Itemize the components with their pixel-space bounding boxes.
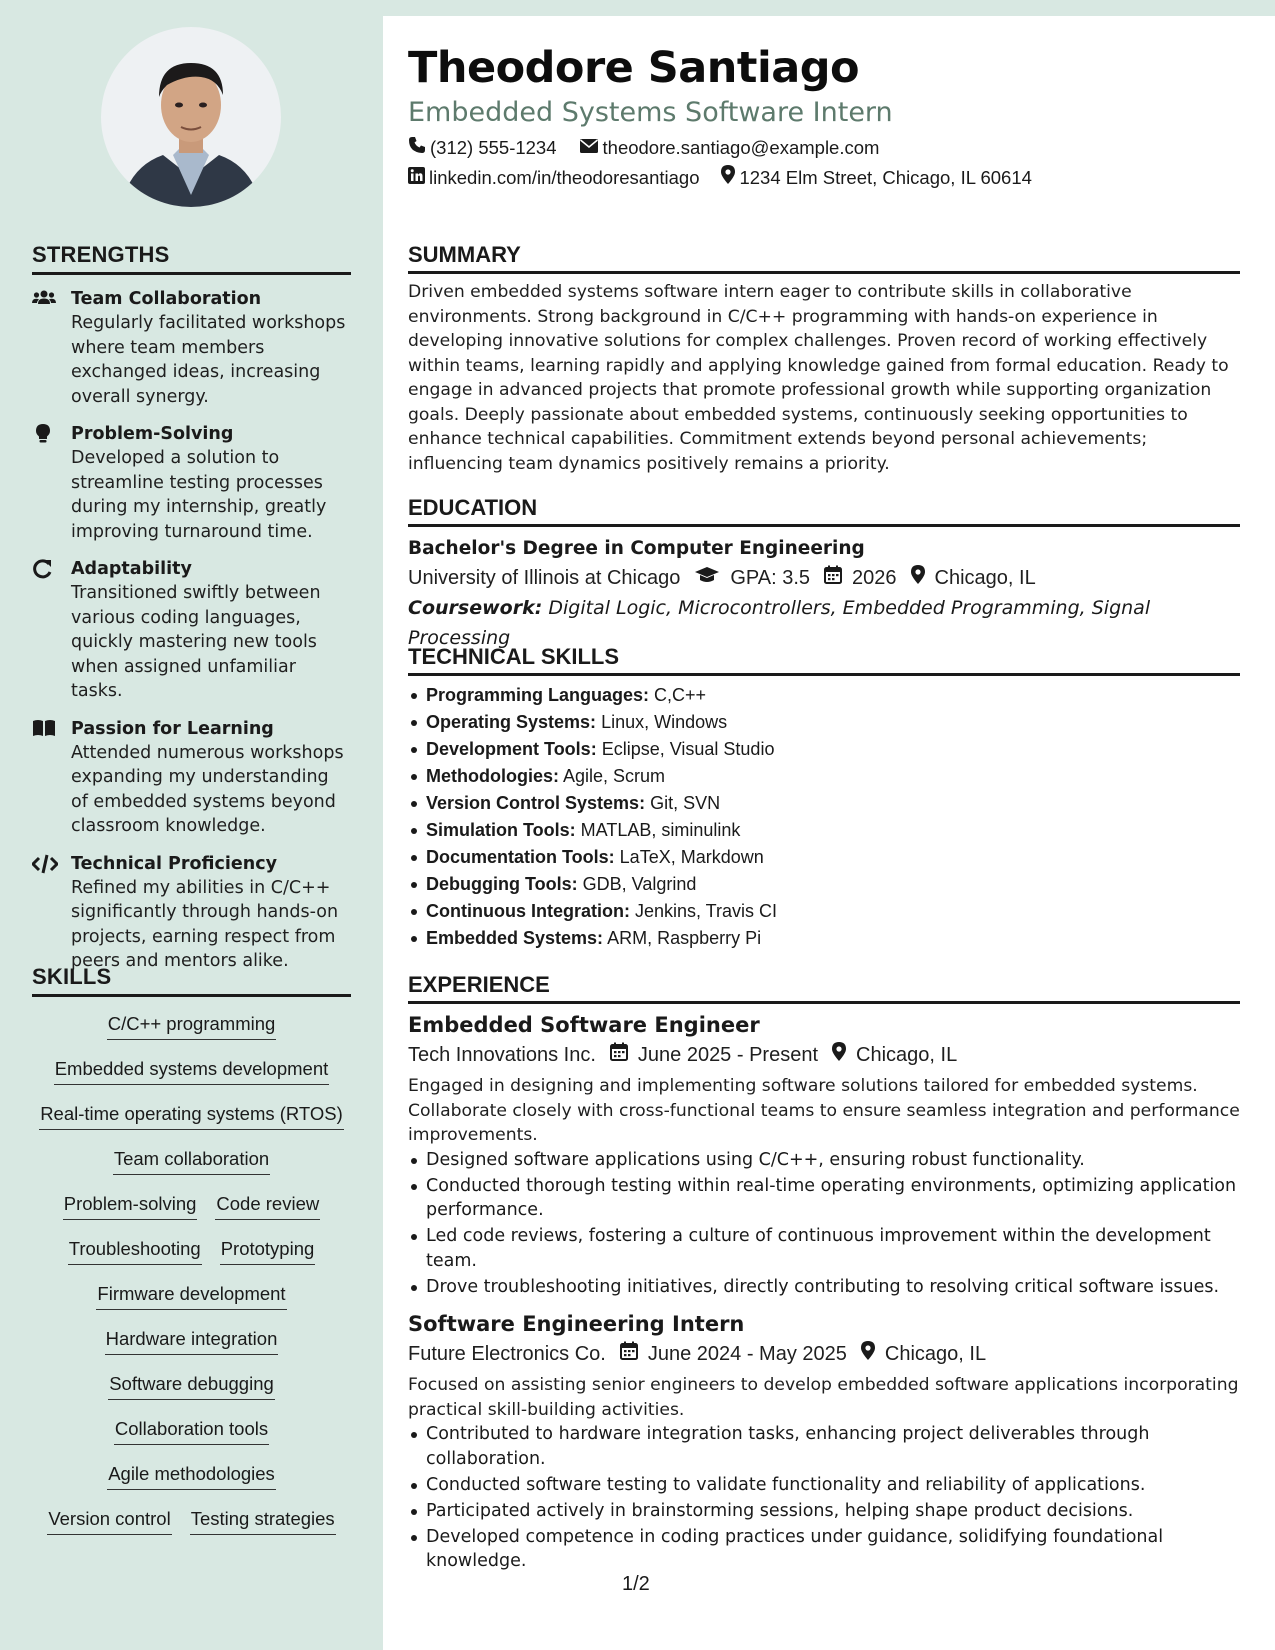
tech-skill-label: Operating Systems:: [426, 712, 597, 732]
location-text: Chicago, IL: [884, 1343, 987, 1365]
strength-title: Problem-Solving: [71, 424, 234, 444]
header: [408, 40, 1240, 191]
contact-phone: [408, 135, 557, 161]
job-bullets: [408, 1148, 1240, 1300]
tech-skill-value: C,C++: [649, 685, 707, 705]
school-name: University of Illinois at Chicago: [408, 567, 681, 589]
technical-skills-title: TECHNICAL SKILLS: [408, 644, 1240, 676]
skill-row: [32, 1371, 351, 1416]
tech-skill-item: [426, 844, 1240, 871]
map-pin-icon: [832, 1040, 856, 1070]
calendar-icon: [610, 1040, 638, 1070]
graduation-year: [824, 563, 897, 593]
candidate-name: Theodore Santiago: [408, 43, 860, 93]
education-title: EDUCATION: [408, 495, 1240, 527]
tech-skill-item: [426, 763, 1240, 790]
strengths-section: [32, 242, 351, 974]
contact-linkedin[interactable]: [408, 165, 699, 191]
book-icon: [32, 719, 56, 739]
education-meta: [408, 563, 1240, 593]
code-icon: [32, 854, 56, 874]
strength-item: [32, 287, 351, 409]
gpa: [694, 563, 810, 593]
strength-title: Technical Proficiency: [71, 853, 277, 874]
job-description: Focused on assisting senior engineers to develop embedded software applications incorporating practical skill-building activities.: [408, 1375, 1239, 1420]
page-number: 1/2: [622, 1573, 650, 1595]
job-entry: [408, 1309, 1240, 1574]
summary-text: Driven embedded systems software intern eager to contribute skills in collaborative environments. Strong background in C/C++ programming with hands-on experience in developing innovative solutions for complex challenges. Proven record of working effectively within teams, learning rapidly and applying knowledge gained from formal education. Ready to engage in advanced projects that promote professional growth while supporting organization goals. Deeply passionate about embedded systems, continuously seeking opportunities to enhance technical capabilities. Commitment extends beyond personal achievements; influencing team dynamics positively remains a priority.: [408, 282, 1229, 474]
skills-list: [32, 1011, 351, 1551]
skill-tag: Prototyping: [220, 1236, 316, 1265]
linkedin-text[interactable]: linkedin.com/in/theodoresantiago: [429, 167, 700, 188]
strength-item: [32, 852, 351, 974]
tech-skill-value: Eclipse, Visual Studio: [596, 739, 775, 759]
skill-tag: Firmware development: [96, 1281, 286, 1310]
skill-tag: Troubleshooting: [68, 1236, 202, 1265]
users-icon: [32, 289, 56, 309]
skill-tag: Testing strategies: [190, 1506, 336, 1535]
tech-skill-label: Development Tools:: [426, 739, 597, 759]
tech-skill-value: Git, SVN: [645, 793, 721, 813]
refresh-icon: [32, 559, 56, 579]
linkedin-icon: [408, 165, 429, 191]
contact-address: [721, 165, 1031, 191]
tech-skill-label: Debugging Tools:: [426, 874, 578, 894]
skill-tag: Version control: [47, 1506, 171, 1535]
job-bullet: Designed software applications using C/C++, ensuring robust functionality.: [426, 1148, 1240, 1173]
strength-item: [32, 422, 351, 544]
job-location: [861, 1339, 986, 1369]
skills-title: SKILLS: [32, 964, 351, 997]
envelope-icon: [579, 135, 603, 161]
job-dates: [610, 1040, 818, 1070]
skill-row: [32, 1236, 351, 1281]
strength-desc: Transitioned swiftly between various coding languages, quickly mastering new tools when assigned unfamiliar tasks.: [71, 583, 321, 701]
strength-title: Adaptability: [71, 559, 192, 579]
job-bullet: Contributed to hardware integration tasks, enhancing project deliverables through collaboration.: [426, 1422, 1240, 1471]
skill-tag: Code review: [215, 1191, 320, 1220]
tech-skill-value: ARM, Raspberry Pi: [603, 928, 762, 948]
skill-tag: Agile methodologies: [107, 1461, 276, 1490]
job-entry: [408, 1010, 1240, 1299]
strength-item: [32, 557, 351, 704]
tech-skill-label: Simulation Tools:: [426, 820, 576, 840]
job-bullet: Conducted software testing to validate functionality and reliability of applications.: [426, 1473, 1240, 1498]
email-text[interactable]: theodore.santiago@example.com: [602, 137, 880, 158]
contact-row: [408, 165, 1240, 191]
skill-row: [32, 1461, 351, 1506]
tech-skill-item: [426, 736, 1240, 763]
skill-tag: Software debugging: [108, 1371, 275, 1400]
job-bullet: Led code reviews, fostering a culture of continuous improvement within the development team.: [426, 1224, 1240, 1273]
tech-skill-item: [426, 682, 1240, 709]
job-description: Engaged in designing and implementing software solutions tailored for embedded systems. Collaborate closely with cross-functional teams to ensure seamless integration and performance improvements.: [408, 1076, 1240, 1145]
contact-email[interactable]: [579, 135, 880, 161]
skill-row: [32, 1506, 351, 1551]
job-title: Embedded Software Engineer: [408, 1013, 760, 1037]
tech-skill-label: Documentation Tools:: [426, 847, 615, 867]
year-text: 2026: [852, 567, 897, 589]
skill-tag: Real-time operating systems (RTOS): [39, 1101, 344, 1130]
strength-desc: Regularly facilitated workshops where team members exchanged ideas, increasing overall synergy.: [71, 313, 346, 407]
calendar-icon: [620, 1339, 648, 1369]
degree: Bachelor's Degree in Computer Engineering: [408, 538, 865, 559]
skill-row: [32, 1101, 351, 1146]
experience-section: [408, 972, 1240, 1575]
contact-row: [408, 135, 1240, 161]
job-bullet: Developed competence in coding practices under guidance, solidifying foundational knowledge.: [426, 1525, 1240, 1574]
address-text: 1234 Elm Street, Chicago, IL 60614: [739, 167, 1032, 188]
tech-skill-label: Embedded Systems:: [426, 928, 604, 948]
tech-skill-label: Version Control Systems:: [426, 793, 646, 813]
job-dates: [620, 1339, 847, 1369]
technical-skills-list: [408, 682, 1240, 952]
skill-tag: C/C++ programming: [107, 1011, 277, 1040]
strength-desc: Developed a solution to streamline testing processes during my internship, greatly improving turnaround time.: [71, 448, 327, 542]
gpa-text: GPA: 3.5: [730, 567, 811, 589]
lightbulb-icon: [32, 424, 56, 444]
summary-title: SUMMARY: [408, 242, 1240, 274]
tech-skill-label: Methodologies:: [426, 766, 559, 786]
dates-text: June 2024 - May 2025: [647, 1343, 847, 1365]
tech-skill-value: GDB, Valgrind: [577, 874, 697, 894]
location-text: Chicago, IL: [856, 1044, 958, 1066]
coursework-list: Digital Logic, Microcontrollers, Embedded Programming, Signal Processing: [408, 597, 1151, 649]
job-title: Software Engineering Intern: [408, 1312, 745, 1336]
phone-text: (312) 555-1234: [430, 137, 557, 158]
location-text: Chicago, IL: [934, 567, 1036, 589]
skill-row: [32, 1326, 351, 1371]
tech-skill-item: [426, 790, 1240, 817]
skill-tag: Team collaboration: [113, 1146, 270, 1175]
strength-title: Team Collaboration: [71, 289, 262, 309]
education-location: [911, 563, 1036, 593]
skills-section: [32, 964, 351, 1551]
map-pin-icon: [861, 1339, 885, 1369]
profile-photo: [101, 27, 281, 207]
job-meta: [408, 1339, 1240, 1369]
tech-skill-value: Agile, Scrum: [559, 766, 666, 786]
job-bullet: Conducted thorough testing within real-time operating environments, optimizing application performance.: [426, 1174, 1240, 1223]
tech-skill-item: [426, 898, 1240, 925]
tech-skill-item: [426, 817, 1240, 844]
company-name: Tech Innovations Inc.: [408, 1044, 596, 1066]
tech-skill-value: MATLAB, siminulink: [575, 820, 741, 840]
tech-skill-item: [426, 871, 1240, 898]
skill-tag: Problem-solving: [63, 1191, 198, 1220]
summary-section: [408, 242, 1240, 476]
tech-skill-label: Continuous Integration:: [426, 901, 630, 921]
strength-desc: Attended numerous workshops expanding my understanding of embedded systems beyond classroom knowledge.: [71, 742, 344, 836]
tech-skill-label: Programming Languages:: [426, 685, 650, 705]
coursework-label: Coursework:: [408, 597, 543, 619]
map-pin-icon: [911, 563, 935, 593]
company-name: Future Electronics Co.: [408, 1343, 606, 1365]
tech-skill-value: LaTeX, Markdown: [614, 847, 764, 867]
tech-skill-item: [426, 709, 1240, 736]
tech-skill-value: Jenkins, Travis CI: [629, 901, 778, 921]
tech-skill-item: [426, 925, 1240, 952]
skill-tag: Embedded systems development: [54, 1056, 330, 1085]
experience-title: EXPERIENCE: [408, 972, 1240, 1004]
skill-tag: Hardware integration: [105, 1326, 279, 1355]
strength-desc: Refined my abilities in C/C++ significantly through hands-on projects, earning respect from peers and mentors alike.: [71, 877, 339, 971]
skill-row: [32, 1281, 351, 1326]
strength-title: Passion for Learning: [71, 718, 274, 739]
skill-row: [32, 1416, 351, 1461]
dates-text: June 2025 - Present: [637, 1044, 819, 1066]
skill-row: [32, 1191, 351, 1236]
skill-row: [32, 1011, 351, 1056]
job-bullets: [408, 1422, 1240, 1574]
skill-tag: Collaboration tools: [114, 1416, 269, 1445]
candidate-role: Embedded Systems Software Intern: [408, 97, 893, 128]
strength-item: [32, 717, 351, 839]
strengths-title: STRENGTHS: [32, 242, 351, 275]
top-band: [383, 0, 1275, 16]
map-pin-icon: [721, 165, 739, 191]
job-bullet: Drove troubleshooting initiatives, directly contributing to resolving critical software issues.: [426, 1275, 1240, 1300]
calendar-icon: [824, 563, 852, 593]
skill-row: [32, 1146, 351, 1191]
graduation-cap-icon: [694, 563, 730, 593]
phone-icon: [408, 135, 430, 161]
technical-skills-section: [408, 644, 1240, 952]
job-bullet: Participated actively in brainstorming sessions, helping shape product decisions.: [426, 1499, 1240, 1524]
education-section: [408, 495, 1240, 653]
tech-skill-value: Linux, Windows: [596, 712, 728, 732]
job-location: [832, 1040, 957, 1070]
skill-row: [32, 1056, 351, 1101]
job-meta: [408, 1040, 1240, 1070]
